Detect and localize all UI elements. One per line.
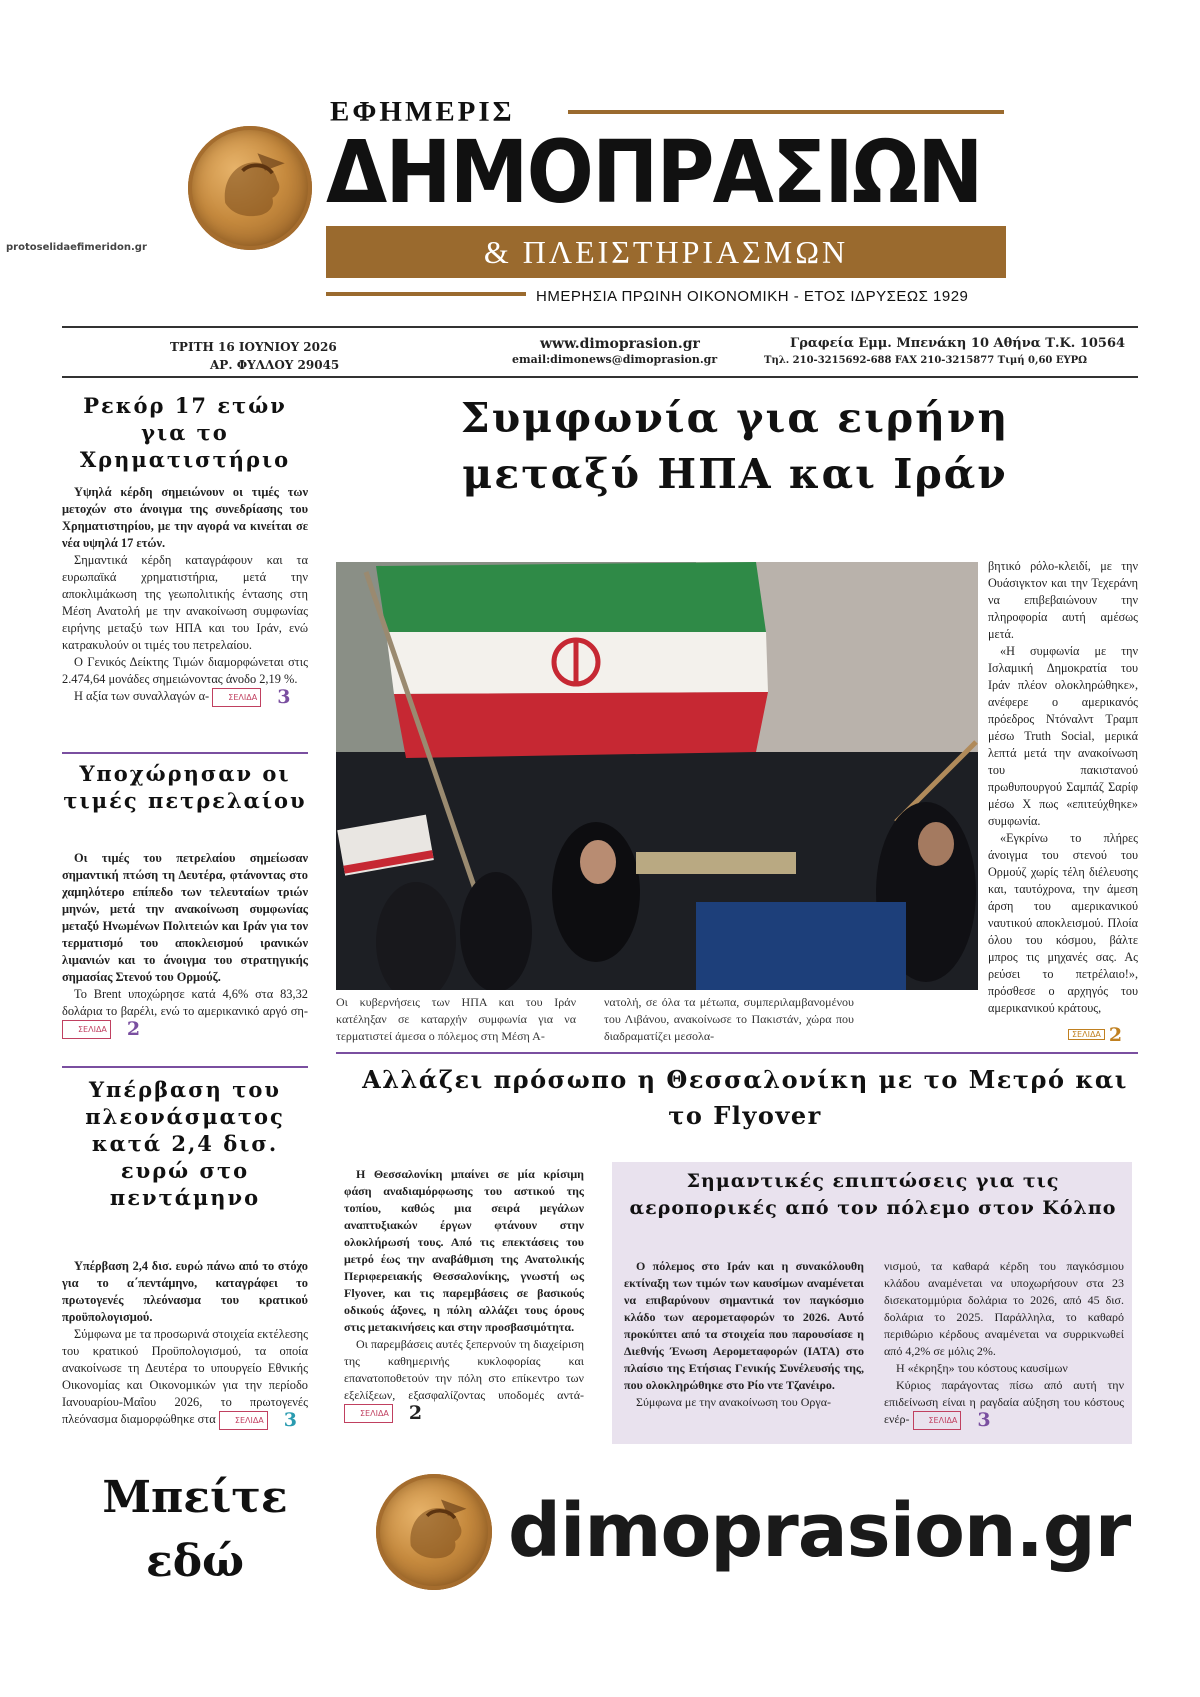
article-thess-title[interactable]: Αλλάζει πρόσωπο η Θεσσαλονίκη με το Μετρό και το Flyover: [362, 1065, 1128, 1130]
coin-logo-icon: [188, 126, 312, 250]
main-headline[interactable]: Συμφωνία για ειρήνη μεταξύ ΗΠΑ και Ιράν: [460, 394, 1010, 498]
main-story-body: [988, 558, 1138, 1017]
main-story-p2: «Η συμφωνία με την Ισλαμική Δημοκρατία του Ιράν πλέον ολοκληρώθηκε», ανέφερε ο αμερικανός πρόεδρος Ντόναλντ Τραμπ μέσω Truth Social, μερικά λεπτά μετά την ανακοίνωση του πακιστανού πρωθυπουργού Σαμπάζ Σαρίφ μέσω Χ πως «επιτεύχθηκε» συμφωνία.: [988, 644, 1138, 828]
email-link[interactable]: email:dimonews@dimoprasion.gr: [512, 353, 718, 366]
article-thess-body: [344, 1166, 584, 1423]
info-rule-bottom: [62, 376, 1138, 378]
page-ref-air[interactable]: ΣΕΛΙΔΑ 3: [913, 1411, 991, 1430]
info-rule-top: [62, 326, 1138, 328]
article-oil-body: [62, 850, 308, 1039]
main-photo: [336, 562, 978, 990]
article-stock-body: [62, 484, 308, 707]
main-story-p3: «Εγκρίνω το πλήρες άνοιγμα του στενού του Ορμούζ χωρίς τέλη διέλευσης και, ταυτόχρονα, την άμεση άρση του αμερικανικού ναυτικού αποκλεισμού. Πλοία όλου του κόσμου, βάλτε μπρος τις μηχανές σας. Ας ρεύσει το πετρέλαιο!», πρόσθεσε ο αρχηγός του αμερικανικού κράτους,: [988, 831, 1138, 1015]
masthead-top: ΕΦΗΜΕΡΙΣ: [330, 96, 515, 128]
article-thess-lead: Η Θεσσαλονίκη μπαίνει σε μία κρίσιμη φάση αναδιαμόρφωσης του αστικού της τοπίου, καθώς μια σειρά μεγάλων αναπτυξιακών έργων φτάνουν στην ολοκλήρωσή τους. Από τις επεκτάσεις του μετρό έως την αναβάθμιση της Ανατολικής Περιφερειακής Θεσσαλονίκης, γνωστή ως Flyover, και τις παρεμβάσεις σε βασικούς οδικούς άξονες, η πόλη αλλάζει τους όρους στις μετακινήσεις και στην προσβασιμότητα.: [344, 1167, 584, 1334]
masthead-rule-bottom: [326, 292, 526, 296]
article-surplus-title[interactable]: Υπέρβαση του πλεονάσματος κατά 2,4 δισ. ευρώ στο πεντάμηνο: [85, 1077, 285, 1210]
issue-date: ΤΡΙΤΗ 16 ΙΟΥΝΙΟΥ 2026: [170, 340, 337, 354]
article-oil-title[interactable]: Υποχώρησαν οι τιμές πετρελαίου: [63, 761, 307, 813]
article-stock-title[interactable]: Ρεκόρ 17 ετών για το Χρηματιστήριο: [79, 393, 291, 472]
masthead-rule-top: [568, 110, 1004, 114]
office-address: Γραφεία Εμμ. Μπενάκη 10 Αθήνα Τ.Κ. 10564: [790, 336, 1126, 351]
article-oil-p1: Το Brent υποχώρησε κατά 4,6% στα 83,32 δολάρια το βαρέλι, ενώ το αμερικανικό αργό ση-: [62, 987, 308, 1018]
page-ref-oil[interactable]: ΣΕΛΙΔΑ 2: [62, 1020, 140, 1039]
masthead-title: ΔΗΜΟΠΡΑΣΙΩΝ: [326, 123, 982, 223]
page-ref-stock[interactable]: ΣΕΛΙΔΑ 3: [212, 688, 290, 707]
article-air-p1: Σύμφωνα με την ανακοίνωση του Οργα-: [636, 1395, 831, 1409]
article-air-body-left: [624, 1258, 864, 1411]
page-ref-surplus[interactable]: ΣΕΛΙΔΑ 3: [219, 1411, 297, 1430]
article-oil-lead: Οι τιμές του πετρελαίου σημείωσαν σημαντική πτώση τη Δευτέρα, φτάνοντας στο χαμηλότερο επίπεδο των τελευταίων τριών μηνών, μετά την ανακοίνωση συμφωνίας μεταξύ Ηνωμένων Πολιτειών και Ιράν για τον τερματισμό του αποκλεισμού ιρανικών λιμανιών και το άνοιγμα του στρατηγικής σημασίας Στενού του Ορμούζ.: [62, 851, 308, 984]
article-air-body-right: [884, 1258, 1124, 1430]
site-watermark: protoselidaefimeridon.gr: [6, 242, 147, 253]
page-ref-thess[interactable]: ΣΕΛΙΔΑ 2: [344, 1404, 422, 1423]
issue-number: ΑΡ. ΦΥΛΛΟΥ 29045: [210, 358, 340, 372]
divider-left-2: [62, 1066, 308, 1068]
article-air-p4: Κύριος παράγοντας πίσω από αυτή την επιδείνωση είναι η ραγδαία αύξηση του κόστους ενέρ-: [884, 1378, 1124, 1426]
divider-main: [336, 1052, 1138, 1054]
article-stock-lead: Υψηλά κέρδη σημειώνουν οι τιμές των μετοχών στο άνοιγμα της συνεδρίασης του Χρηματιστηρίου, με την αγορά να κινείται σε νέα υψηλά 17 ετών.: [62, 485, 308, 550]
divider-left-1: [62, 752, 308, 754]
photo-caption-1: Οι κυβερνήσεις των ΗΠΑ και του Ιράν κατέληξαν σε καταρχήν συμφωνία για να τερματιστεί άμεσα ο πόλεμος στη Μέση Α-: [336, 995, 576, 1043]
footer-site-link[interactable]: dimoprasion.gr: [508, 1488, 1131, 1574]
article-air-lead: Ο πόλεμος στο Ιράν και η συνακόλουθη εκτίναξη των τιμών των καυσίμων αναμένεται να επιβαρύνουν σημαντικά τον παγκόσμιο κλάδο των αερομεταφορών το 2026. Αυτό προκύπτει από τα στοιχεία που παρουσίασε η Διεθνής Ένωση Αερομεταφορών (IATA) στο πλαίσιο της Ετήσιας Γενικής Συνέλευσής της, που ολοκληρώθηκε στο Ρίο ντε Τζανέιρο.: [624, 1259, 864, 1392]
article-air-p2: νισμού, τα καθαρά κέρδη του παγκόσμιου κλάδου αναμένεται να υποχωρήσουν στα 23 δισεκατομμύρια δολάρια το 2026, από 45 δισ. δολάρια το 2025. Παράλληλα, το καθαρό περιθώριο κέρδους αναμένεται να συρρικνωθεί από 4,2% σε μόλις 2%.: [884, 1259, 1124, 1358]
article-stock-p3: Η αξία των συναλλαγών α-: [74, 689, 210, 703]
article-stock-p2: Ο Γενικός Δείκτης Τιμών διαμορφώνεται στις 2.474,64 μονάδες σημειώνοντας άνοδο 2,19 %.: [62, 655, 308, 686]
website-link[interactable]: www.dimoprasion.gr: [540, 336, 700, 352]
article-stock-p1: Σημαντικά κέρδη καταγράφουν και τα ευρωπαϊκά χρηματιστήρια, μετά την αποκλιμάκωση της γεωπολιτικής έντασης στη Μέση Ανατολή με την ανακοίνωση συμφωνίας ειρήνης μεταξύ των ΗΠΑ και του Ιράν, ενώ κατρακυλούν οι τιμές του πετρελαίου.: [62, 553, 308, 652]
article-surplus-p1: Σύμφωνα με τα προσωρινά στοιχεία εκτέλεσης του κρατικού Προϋπολογισμού, τα οποία ανακοίνωσε τη Δευτέρα το υπουργείο Εθνικής Οικονομίας και Οικονομικών για την περίοδο Ιανουαρίου-Μαΐου 2026, το πρωτογενές πλεόνασμα διαμορφώθηκε στα: [62, 1327, 308, 1426]
article-surplus-lead: Υπέρβαση 2,4 δισ. ευρώ πάνω από το στόχο για το α΄πεντάμηνο, καταγράφει το πρωτογενές πλεόνασμα του κρατικού προϋπολογισμού.: [62, 1259, 308, 1324]
article-air-p3: Η «έκρηξη» του κόστους καυσίμων: [896, 1361, 1068, 1375]
article-air-title[interactable]: Σημαντικές επιπτώσεις για τις αεροπορικές από τον πόλεμο στον Κόλπο: [629, 1170, 1117, 1219]
cta-enter-here[interactable]: Μπείτε εδώ: [102, 1472, 288, 1587]
photo-caption-2: νατολή, σε όλα τα μέτωπα, συμπεριλαμβανομένου του Λιβάνου, ανακοίνωσε το Πακιστάν, χώρα που διαδραματίζει μεσολα-: [604, 995, 854, 1043]
contact-line: Τηλ. 210-3215692-688 FAX 210-3215877 Τιμή 0,60 ΕΥΡΩ: [764, 355, 1088, 366]
masthead-band: & ΠΛΕΙΣΤΗΡΙΑΣΜΩΝ: [326, 226, 1006, 278]
article-thess-p1: Οι παρεμβάσεις αυτές ξεπερνούν τη διαχείριση της καθημερινής κυκλοφορίας και επανατοποθετούν την πόλη στο επίκεντρο των εξελίξεων, εξασφαλίζοντας υποδομές αντά-: [344, 1337, 584, 1402]
masthead-tagline: ΗΜΕΡΗΣΙΑ ΠΡΩΙΝΗ ΟΙΚΟΝΟΜΙΚΗ - ΕΤΟΣ ΙΔΡΥΣΕΩΣ 1929: [536, 288, 969, 305]
main-story-p1: βητικό ρόλο-κλειδί, με την Ουάσιγκτον και την Τεχεράνη να επιβεβαιώνουν την πληροφορία αυτή αμέσως μετά.: [988, 559, 1138, 641]
footer-coin-icon: [376, 1474, 492, 1590]
article-surplus-body: [62, 1258, 308, 1430]
page-ref-main[interactable]: ΣΕΛΙΔΑ 2: [1068, 1022, 1122, 1046]
